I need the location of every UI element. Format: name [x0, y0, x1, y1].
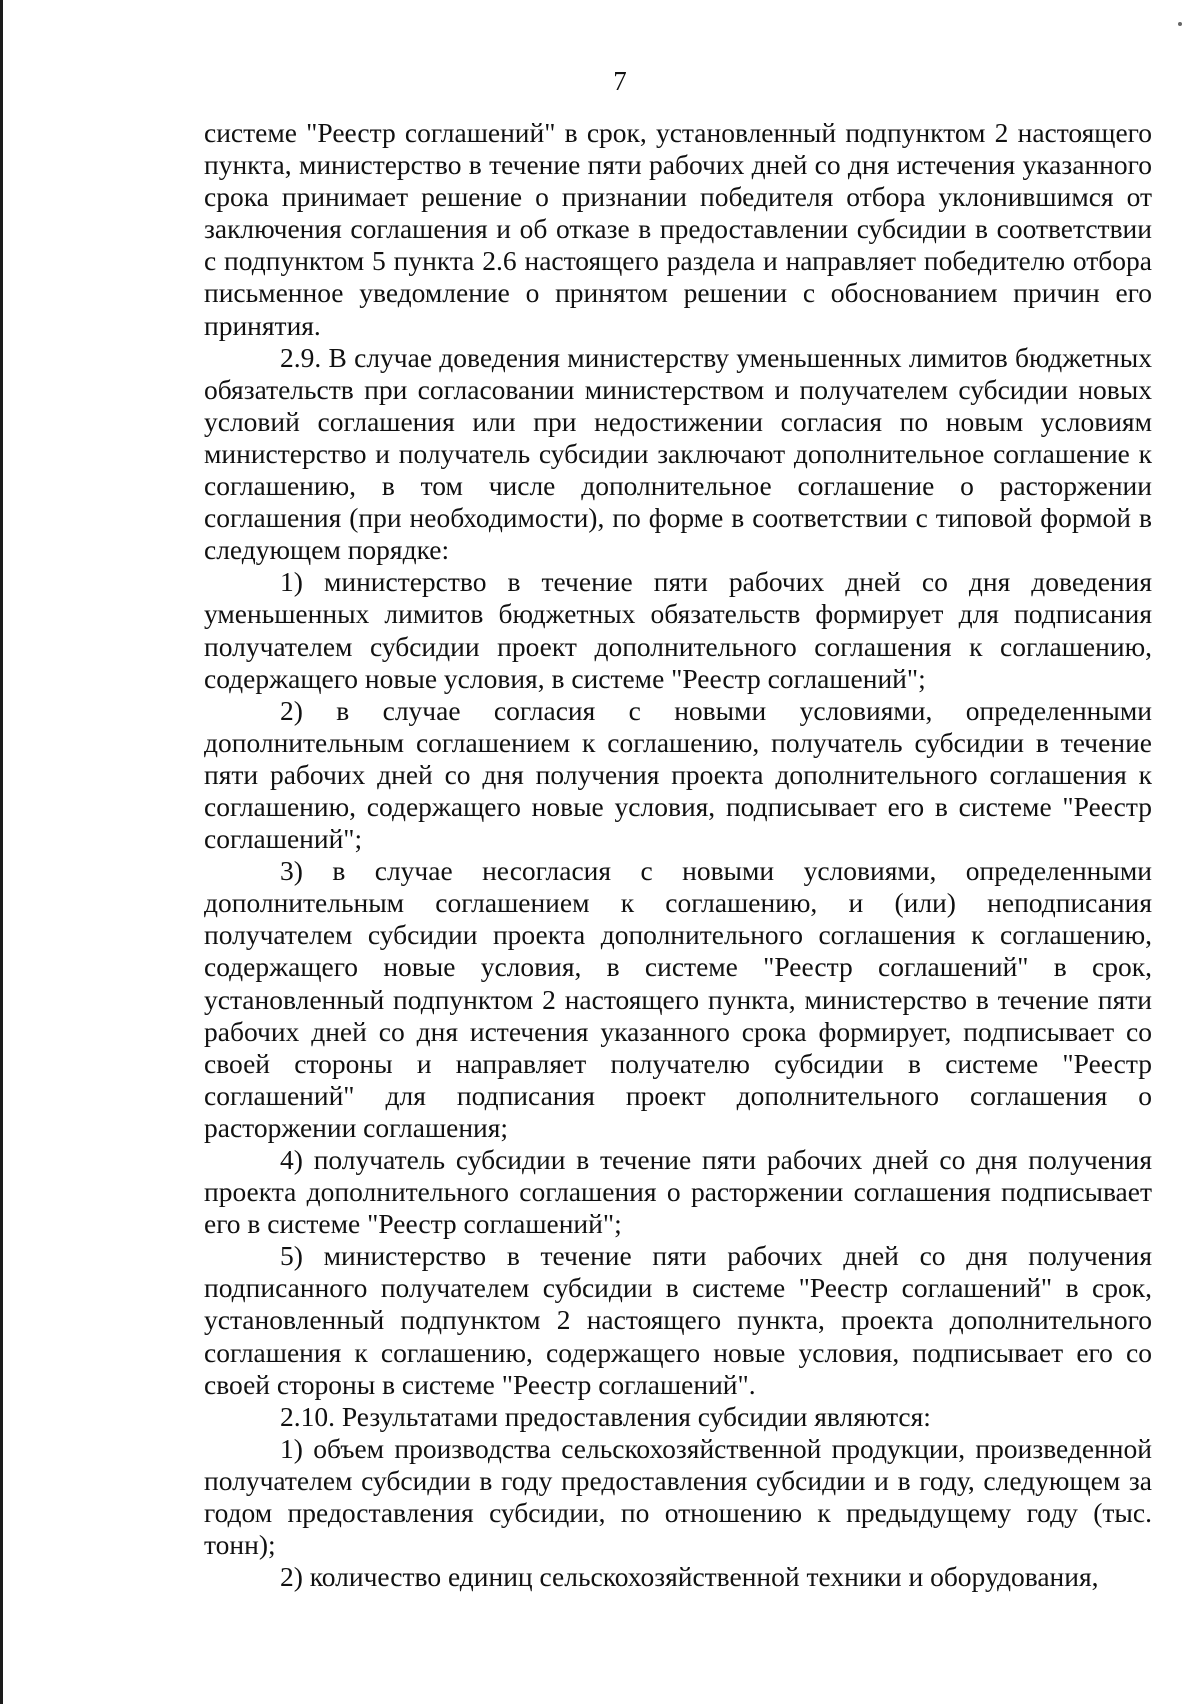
paragraph-2-9-item-5: 5) министерство в течение пяти рабочих дней со дня получения подписанного получателем субсидии в системе "Реестр соглашений" в срок, установленный подпунктом 2 настоящего пункта, проекта дополнительного соглашения к соглашению, содержащего новые условия, подписывает его со своей стороны в системе "Реестр соглашений".	[204, 1240, 1152, 1400]
paragraph-continuation: системе "Реестр соглашений" в срок, установленный подпунктом 2 настоящего пункта, министерство в течение пяти рабочих дней со дня истечения указанного срока принимает решение о признании победителя отбора уклонившимся от заключения соглашения и об отказе в предоставлении субсидии в соответствии с подпунктом 5 пункта 2.6 настоящего раздела и направляет победителю отбора письменное уведомление о принятом решении с обоснованием причин его принятия.	[204, 117, 1152, 341]
paragraph-2-10-item-2: 2) количество единиц сельскохозяйственной техники и оборудования,	[280, 1561, 1099, 1593]
scan-left-edge	[0, 0, 3, 1704]
paragraph-2-9: 2.9. В случае доведения министерству уменьшенных лимитов бюджетных обязательств при согласовании министерством и получателем субсидии новых условий соглашения или при недостижении согласия по новым условиям министерство и получатель субсидии заключают дополнительное соглашение к соглашению, в том числе дополнительное соглашение о расторжении соглашения (при необходимости), по форме в соответствии с типовой формой в следующем порядке:	[204, 341, 1152, 566]
paragraph-2-10: 2.10. Результатами предоставления субсидии являются:	[280, 1400, 931, 1432]
paragraph-2-10-item-1: 1) объем производства сельскохозяйственной продукции, произведенной получателем субсидии в году предоставления субсидии и в году, следующем за годом предоставления субсидии, по отношению к предыдущему году (тыс. тонн);	[204, 1432, 1152, 1561]
paragraph-2-9-item-2: 2) в случае согласия с новыми условиями, определенными дополнительным соглашением к соглашению, получатель субсидии в течение пяти рабочих дней со дня получения проекта дополнительного соглашения к соглашению, содержащего новые условия, подписывает его в системе "Реестр соглашений";	[204, 694, 1152, 855]
paragraph-2-9-item-4: 4) получатель субсидии в течение пяти рабочих дней со дня получения проекта дополнительного соглашения о расторжении соглашения подписывает его в системе "Реестр соглашений";	[204, 1144, 1152, 1240]
scan-speck	[1178, 22, 1182, 26]
paragraph-2-9-item-3: 3) в случае несогласия с новыми условиями, определенными дополнительным соглашением к соглашению, и (или) неподписания получателем субсидии проекта дополнительного соглашения к соглашению, содержащего новые условия, в системе "Реестр соглашений" в срок, установленный подпунктом 2 настоящего пункта, министерство в течение пяти рабочих дней со дня истечения указанного срока формирует, подписывает со своей стороны и направляет получателю субсидии в системе "Реестр соглашений" для подписания проект дополнительного соглашения о расторжении соглашения;	[204, 855, 1152, 1143]
document-body	[204, 117, 1152, 1593]
page-number: 7	[613, 66, 627, 96]
paragraph-2-9-item-1: 1) министерство в течение пяти рабочих дней со дня доведения уменьшенных лимитов бюджетных обязательств формирует для подписания получателем субсидии проект дополнительного соглашения к соглашению, содержащего новые условия, в системе "Реестр соглашений";	[204, 566, 1152, 694]
